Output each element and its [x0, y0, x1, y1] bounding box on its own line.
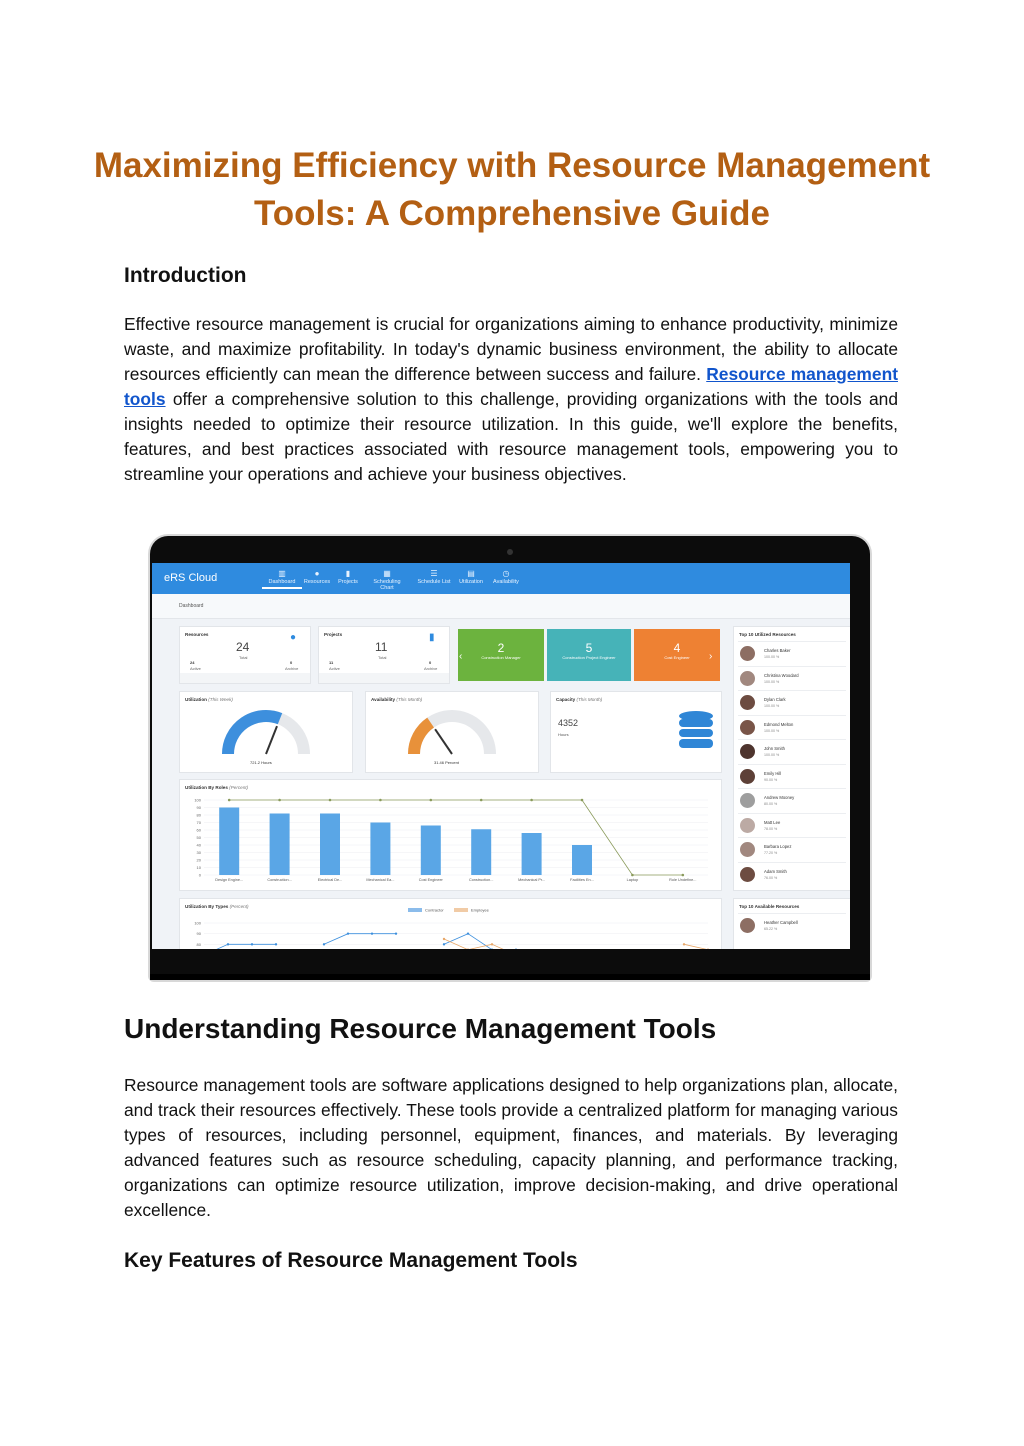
- capacity-value: 4352: [558, 718, 579, 728]
- resource-name: John Smith: [764, 746, 785, 751]
- x-tick-label: Construction...: [468, 878, 494, 882]
- utilization-value: 721.2 Hours: [250, 760, 272, 765]
- box-icon: ▤: [467, 569, 475, 578]
- roles-bar-chart: [180, 780, 721, 890]
- resource-name: Barbara Lopez: [764, 844, 792, 849]
- nav-dashboard[interactable]: ▥ Dashboard: [262, 569, 302, 589]
- breadcrumb: Dashboard: [179, 603, 204, 609]
- breadcrumb-bar: [152, 594, 850, 619]
- availability-title: Availability (This Month): [371, 697, 423, 702]
- y-tick-label: 100: [194, 920, 201, 926]
- line-point: [430, 799, 433, 802]
- avatar: [740, 671, 755, 686]
- laptop-screenshot: [150, 536, 870, 980]
- legend-label: Employee: [471, 907, 489, 913]
- resource-name: Emily Hill: [764, 770, 782, 776]
- list-icon: ☰: [430, 569, 438, 578]
- capacity-card: [550, 691, 722, 773]
- x-tick-label: Cost Engineer: [418, 878, 443, 882]
- nav-scheduling-chart[interactable]: ▦ Scheduling Chart: [367, 569, 407, 591]
- bar: [471, 829, 491, 875]
- resource-name: Charles Baker: [764, 648, 791, 653]
- projects-archive-label: Archive: [424, 666, 438, 671]
- availability-gauge: [406, 706, 498, 758]
- avatar: [740, 867, 755, 882]
- app-logo: eRS Cloud: [164, 572, 218, 584]
- y-tick-label: 100: [194, 797, 201, 803]
- resource-row[interactable]: [738, 837, 846, 862]
- resource-management-tools-link[interactable]: Resource management tools: [124, 364, 898, 409]
- top-available-title: Top 10 Available Resources: [739, 904, 800, 909]
- y-tick-label: 90: [196, 805, 201, 810]
- resources-card[interactable]: [179, 626, 311, 684]
- avatar: [740, 744, 755, 759]
- role-tile-construction-manager[interactable]: 2 Construction Manager: [458, 629, 544, 681]
- resource-percent: 90.00 %: [764, 777, 778, 782]
- avatar: [740, 769, 755, 784]
- resources-active-label: Active: [190, 666, 201, 671]
- resource-percent: 100.00 %: [764, 679, 780, 684]
- y-tick-label: 10: [196, 865, 201, 870]
- resources-card-title: Resources: [185, 632, 209, 637]
- x-tick-label: Facilities En...: [570, 878, 594, 882]
- resource-name: Andrew Mooney: [764, 795, 795, 800]
- dashboard-screen: [152, 563, 850, 958]
- role-tile-cost-engineer[interactable]: 4 Cost Engineer: [634, 629, 720, 681]
- utilization-by-types-card: [179, 898, 722, 958]
- resource-row[interactable]: [738, 862, 846, 887]
- top-navbar: [152, 563, 850, 594]
- line-point: [379, 799, 382, 802]
- series-line: [204, 934, 684, 949]
- availability-value: 31.46 Percent: [434, 760, 459, 765]
- bar: [522, 833, 542, 875]
- avatar: [740, 793, 755, 808]
- x-tick-label: Mechanical Pr...: [518, 878, 546, 882]
- resource-percent: 78.00 %: [764, 826, 778, 831]
- resource-row[interactable]: [738, 666, 846, 691]
- legend-label: Contractor: [425, 907, 444, 913]
- bar: [270, 814, 290, 876]
- top-utilized-panel: [733, 626, 850, 891]
- projects-card[interactable]: [318, 626, 450, 684]
- resource-name: Christina Woodard: [764, 672, 799, 678]
- legend-swatch: [408, 908, 422, 912]
- resource-percent: 100.00 %: [764, 655, 780, 659]
- document-title: Maximizing Efficiency with Resource Management Tools: A Comprehensive Guide: [93, 146, 931, 233]
- y-tick-label: 30: [196, 850, 201, 855]
- resource-row[interactable]: [738, 788, 846, 813]
- resource-percent: 100.00 %: [764, 728, 780, 733]
- nav-availability[interactable]: ◷ Availability: [486, 569, 526, 585]
- nav-utilization[interactable]: ▤ Utilization: [451, 569, 491, 585]
- projects-active: 11: [329, 660, 334, 665]
- legend-swatch: [454, 908, 468, 912]
- file-icon: ▮: [345, 569, 351, 578]
- x-tick-label: Design Engine...: [215, 878, 244, 882]
- line-point: [707, 948, 709, 949]
- database-icon: [677, 710, 715, 750]
- role-tile-construction-project-engineer[interactable]: 5 Construction Project Engineer: [547, 629, 631, 681]
- utilization-title: Utilization (This Week): [185, 697, 233, 702]
- person-icon: ●: [290, 632, 297, 643]
- utilization-by-roles-card: [179, 779, 722, 891]
- webcam-dot: [507, 549, 513, 555]
- resource-percent: 76.00 %: [764, 875, 778, 880]
- types-chart-title: Utilization By Types (Percent): [185, 904, 249, 909]
- intro-text-before-link: Effective resource management is crucial for organizations aiming to enhance productivity, minimize waste, and maximize profitability. In today's dynamic business environment, the ability to allocate resources efficiently can mean the difference between success and failure.: [124, 314, 898, 384]
- series-line: [324, 939, 708, 949]
- avatar: [740, 918, 755, 933]
- avatar: [740, 842, 755, 857]
- projects-card-title: Projects: [324, 632, 343, 637]
- bar-chart-icon: ▥: [278, 569, 286, 578]
- resource-name: Matt Lee: [764, 819, 781, 825]
- card-footer: [319, 673, 449, 683]
- y-tick-label: 90: [196, 931, 201, 937]
- roles-chart-title: Utilization By Roles (Percent): [185, 785, 249, 790]
- resource-row[interactable]: [738, 813, 846, 838]
- y-tick-label: 70: [196, 820, 201, 825]
- resource-row[interactable]: [738, 913, 846, 938]
- resources-archive: 0: [290, 660, 293, 665]
- resource-percent: 80.00 %: [764, 802, 778, 806]
- line-point: [581, 799, 584, 802]
- bar: [320, 814, 340, 876]
- line-point: [329, 799, 332, 802]
- key-features-heading: Key Features of Resource Management Tools: [124, 1249, 578, 1272]
- x-tick-label: Laptop: [626, 878, 639, 882]
- carousel-next-icon[interactable]: ›: [709, 651, 713, 662]
- resources-total: 24: [236, 640, 250, 654]
- avatar: [740, 818, 755, 833]
- introduction-paragraph: [124, 312, 898, 487]
- resource-row[interactable]: [738, 690, 846, 715]
- line-point: [480, 799, 483, 802]
- availability-gauge-card: [365, 691, 539, 773]
- avatar: [740, 646, 755, 661]
- line-point: [631, 874, 634, 877]
- resource-row[interactable]: [738, 715, 846, 740]
- understanding-paragraph: Resource management tools are software applications designed to help organizations plan, allocate, and track their resources effectively. These tools provide a centralized platform for managing various types of resources, including personnel, equipment, finances, and materials. By leveraging advanced features such as resource scheduling, capacity planning, and performance tracking, organizations can optimize resource utilization, improve decision-making, and drive operational excellence.: [124, 1075, 898, 1220]
- line-point: [515, 948, 517, 949]
- x-tick-label: Role Undefine...: [669, 878, 697, 882]
- y-tick-label: 60: [196, 827, 201, 833]
- resource-name: Adam Smith: [764, 868, 787, 874]
- resources-archive-label: Archive: [285, 666, 299, 671]
- top-utilized-title: Top 10 Utilized Resources: [739, 632, 796, 637]
- capacity-unit: Hours: [558, 732, 569, 737]
- resource-row[interactable]: [738, 641, 846, 666]
- introduction-heading: Introduction: [124, 264, 247, 287]
- types-line-chart: 708090100Contractor Employee: [180, 899, 721, 949]
- laptop-base: [150, 974, 870, 980]
- line-point: [682, 874, 685, 877]
- resource-percent: 100.00 %: [764, 753, 780, 757]
- understanding-heading: Understanding Resource Management Tools: [124, 1013, 717, 1044]
- projects-archive: 0: [429, 660, 432, 665]
- line-point: [278, 799, 281, 802]
- resource-name: Heather Campbell: [764, 920, 798, 925]
- clock-icon: ◷: [502, 569, 510, 578]
- resources-active: 24: [190, 660, 195, 665]
- resource-name: Dylan Clark: [764, 697, 786, 702]
- projects-total: 11: [375, 640, 388, 654]
- document-icon: ▮: [429, 632, 435, 643]
- y-tick-label: 40: [196, 842, 201, 848]
- x-tick-label: Construction...: [267, 878, 292, 882]
- top-available-panel: [733, 898, 850, 949]
- y-tick-label: 80: [196, 812, 201, 818]
- resources-total-label: Total: [239, 655, 248, 660]
- resource-percent: 100.00 %: [764, 704, 780, 708]
- x-tick-label: Mechanical Ea...: [366, 878, 395, 882]
- y-tick-label: 0: [198, 872, 201, 878]
- utilization-gauge: [220, 706, 312, 758]
- intro-text-after-link: offer a comprehensive solution to this challenge, providing organizations with the tools and insights needed to optimize their resource utilization. In this guide, we'll explore the benefits, features, and best practices associated with resource management tools, empowering you to streamline your operations and achieve your business objectives.: [124, 389, 898, 484]
- carousel-prev-icon[interactable]: ‹: [459, 651, 463, 662]
- y-tick-label: 80: [196, 941, 201, 947]
- x-tick-label: Electrical De...: [317, 878, 343, 882]
- utilization-gauge-card: [179, 691, 353, 773]
- avatar: [740, 695, 755, 710]
- resource-row[interactable]: [738, 739, 846, 764]
- bar: [370, 823, 390, 876]
- resource-row[interactable]: [738, 764, 846, 789]
- nav-resources[interactable]: ● Resources: [297, 569, 337, 585]
- bar: [421, 826, 441, 876]
- grid-icon: ▦: [383, 569, 391, 578]
- projects-total-label: Total: [378, 655, 387, 660]
- y-tick-label: 50: [196, 835, 201, 840]
- projects-active-label: Active: [329, 666, 340, 671]
- card-footer: [180, 673, 310, 683]
- line-point: [530, 799, 533, 802]
- nav-schedule-list[interactable]: ☰ Schedule List: [414, 569, 454, 585]
- avatar: [740, 720, 755, 735]
- nav-projects[interactable]: ▮ Projects: [328, 569, 368, 585]
- capacity-title: Capacity (This Month): [556, 697, 603, 702]
- y-tick-label: 20: [196, 857, 201, 863]
- line-point: [228, 799, 231, 802]
- bar: [219, 808, 239, 876]
- resource-percent: 65.22 %: [764, 927, 778, 931]
- user-icon: ●: [314, 569, 320, 578]
- bar: [572, 845, 592, 875]
- resource-name: Edmond Melton: [764, 721, 794, 727]
- resource-percent: 77.20 %: [764, 851, 778, 855]
